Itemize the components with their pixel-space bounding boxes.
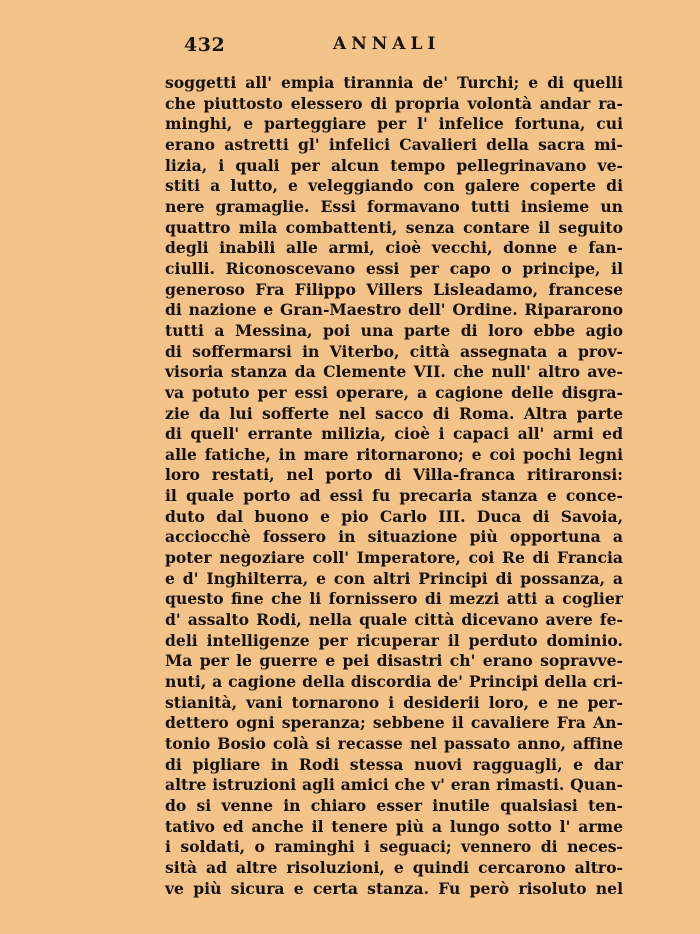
- text-line: poter negoziare coll' Imperatore, coi Re di Francia: [165, 548, 623, 568]
- text-line: generoso Fra Filippo Villers Lisleadamo, francese: [165, 279, 623, 299]
- text-line: acciocchè fossero in situazione più opportuna a: [165, 527, 623, 547]
- text-line: lizia, i quali per alcun tempo pellegrinavano ve-: [165, 155, 623, 175]
- text-line: di soffermarsi in Viterbo, città assegnata a prov-: [165, 341, 623, 361]
- text-line: di pigliare in Rodi stessa nuovi ragguagli, e dar: [165, 754, 623, 774]
- text-line: zie da lui sofferte nel sacco di Roma. Altra parte: [165, 403, 623, 423]
- text-line: erano astretti gl' infelici Cavalieri della sacra mi-: [165, 134, 623, 154]
- text-line: va potuto per essi operare, a cagione delle disgra-: [165, 382, 623, 402]
- text-line: tativo ed anche il tenere più a lungo sotto l' arme: [165, 816, 623, 836]
- body-text: [165, 73, 623, 899]
- text-line: alle fatiche, in mare ritornarono; e coi pochi legni: [165, 444, 623, 464]
- text-line: stianità, vani tornarono i desiderii loro, e ne per-: [165, 692, 623, 712]
- text-line: do si venne in chiaro esser inutile qualsiasi ten-: [165, 795, 623, 815]
- text-line: dettero ogni speranza; sebbene il cavaliere Fra An-: [165, 713, 623, 733]
- text-line: quattro mila combattenti, senza contare il seguito: [165, 217, 623, 237]
- text-line: duto dal buono e pio Carlo III. Duca di Savoia,: [165, 506, 623, 526]
- text-line: di nazione e Gran-Maestro dell' Ordine. Ripararono: [165, 300, 623, 320]
- page-number: 432: [184, 34, 226, 56]
- text-line: visoria stanza da Clemente VII. che null' altro ave-: [165, 362, 623, 382]
- text-line: minghi, e parteggiare per l' infelice fortuna, cui: [165, 114, 623, 134]
- text-line: tonio Bosio colà si recasse nel passato anno, affine: [165, 734, 623, 753]
- text-line: i soldati, o raminghi i seguaci; vennero di neces-: [165, 837, 623, 857]
- text-line: altre istruzioni agli amici che v' eran rimasti. Quan-: [165, 775, 623, 795]
- text-line: tutti a Messina, poi una parte di loro ebbe agio: [165, 320, 623, 340]
- text-line: degli inabili alle armi, cioè vecchi, donne e fan-: [165, 238, 623, 258]
- page-header: [0, 34, 700, 58]
- text-line: Ma per le guerre e pei disastri ch' erano sopravve-: [165, 651, 623, 671]
- text-line: ciulli. Riconoscevano essi per capo o principe, il: [165, 258, 623, 278]
- text-line: stiti a lutto, e veleggiando con galere coperte di: [165, 176, 623, 196]
- text-line: che piuttosto elessero di propria volontà andar ra-: [165, 93, 623, 113]
- text-line: sità ad altre risoluzioni, e quindi cercarono altro-: [165, 857, 623, 877]
- running-title: ANNALI: [333, 34, 441, 54]
- text-line: deli intelligenze per ricuperar il perduto dominio.: [165, 630, 623, 650]
- text-line: ve più sicura e certa stanza. Fu però risoluto nel: [165, 878, 623, 898]
- text-line: d' assalto Rodi, nella quale città dicevano avere fe-: [165, 610, 623, 630]
- text-line: loro restati, nel porto di Villa-franca ritiraronsi:: [165, 465, 623, 485]
- text-line: nere gramaglie. Essi formavano tutti insieme un: [165, 196, 623, 216]
- text-line: il quale porto ad essi fu precaria stanza e conce-: [165, 486, 623, 506]
- text-line: di quell' errante milizia, cioè i capaci all' armi ed: [165, 424, 623, 444]
- text-line: questo fine che li fornissero di mezzi atti a coglier: [165, 589, 623, 609]
- text-line: nuti, a cagione della discordia de' Principi della cri-: [165, 672, 623, 692]
- text-line: soggetti all' empia tirannia de' Turchi; e di quelli: [165, 73, 623, 92]
- text-line: e d' Inghilterra, e con altri Principi di possanza, a: [165, 568, 623, 588]
